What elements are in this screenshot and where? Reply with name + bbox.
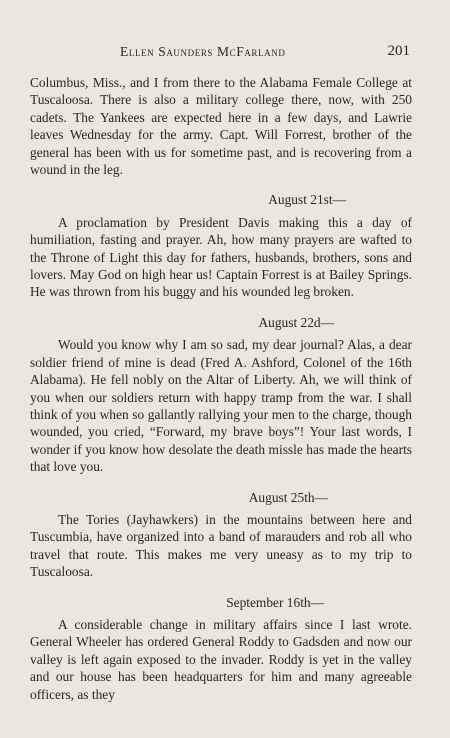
entry-date-september-16: September 16th— [226,594,324,610]
paragraph-august-21: A proclamation by President Davis making this a day of humiliation, fasting and prayer. Ah, how many prayers are wafted to the Throne of Light this day for fathers, husbands, brothers, sons and lovers. May God on high hear us! Captain Forrest is at Bailey Springs. He was thrown from his buggy and his wounded leg broken. [30,214,412,300]
entry-date-august-21: August 21st— [268,192,346,208]
paragraph-september-16: A considerable change in military affairs since I last wrote. General Wheeler has ordered General Roddy to Gadsden and now our valley is left again exposed to the invader. Roddy is yet in the valley and our house has been headquarters for him and many agreeable officers, as they [30,616,412,702]
running-head [30,44,412,68]
paragraph-august-22: Would you know why I am so sad, my dear journal? Alas, a dear soldier friend of mine is dead (Fred A. Ashford, Colonel of the 16th Alabama). He fell nobly on the Altar of Liberty. Ah, we will think of you when our soldiers return with happy tramp from the war. I shall think of you when so gallantly rallying your men to the charge, though wounded, you cried, “Forward, my brave boys”! Your last words, I wonder if you know how desolate the death missle has made the hearts that love you. [30,337,412,475]
entry-date-august-25: August 25th— [248,489,328,505]
page-number: 201 [387,43,410,59]
paragraph-continued: Columbus, Miss., and I from there to the Alabama Female College at Tuscaloosa. There is also a military college there, now, with 250 cadets. The Yankees are expected here in a few days, and Lawrie leaves Wednesday for the army. Capt. Will Forrest, brother of the general has been with us for sometime past, and is recovering from a wound in the leg. [30,75,412,178]
paragraph-august-25: The Tories (Jayhawkers) in the mountains between here and Tuscumbia, have organized into a band of marauders and rob all who travel that route. This makes me very uneasy as to my trip to Tuscaloosa. [30,511,412,580]
running-title: Ellen Saunders McFarland [120,44,286,59]
entry-date-august-22: August 22d— [258,314,334,330]
